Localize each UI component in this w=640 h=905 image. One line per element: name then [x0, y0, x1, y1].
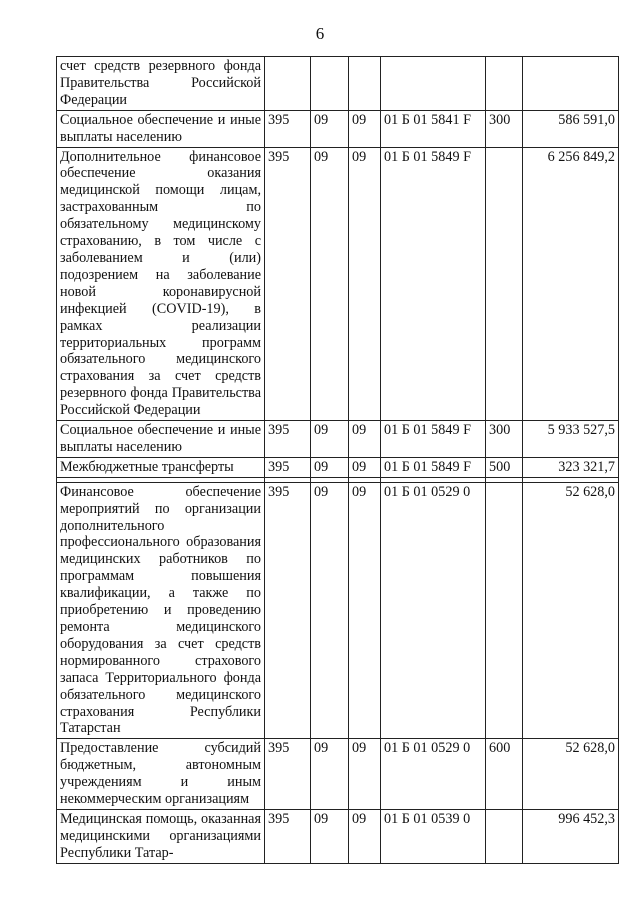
- ministry-code-cell: 395: [265, 457, 311, 477]
- expense-type-cell: [486, 809, 523, 863]
- expense-type-cell: 300: [486, 110, 523, 147]
- subsection-code-cell: [349, 57, 381, 111]
- subsection-code-cell: 09: [349, 482, 381, 739]
- expense-type-cell: 300: [486, 421, 523, 458]
- item-name-cell: Предоставление субсидий бюджетным, автономным учреждениям и иным некоммерческим организациям: [57, 739, 265, 810]
- expense-type-cell: [486, 57, 523, 111]
- target-article-cell: 01 Б 01 5849 F: [381, 147, 486, 421]
- expense-type-cell: [486, 147, 523, 421]
- item-name-cell: Межбюджетные трансферты: [57, 457, 265, 477]
- amount-cell: 996 452,3: [523, 809, 619, 863]
- amount-cell: 5 933 527,5: [523, 421, 619, 458]
- target-article-cell: 01 Б 01 5841 F: [381, 110, 486, 147]
- target-article-cell: [381, 57, 486, 111]
- item-name-cell: Медицинская помощь, оказанная медицинскими организациями Республики Татар-: [57, 809, 265, 863]
- budget-table: [56, 56, 619, 864]
- amount-cell: 52 628,0: [523, 739, 619, 810]
- section-code-cell: 09: [311, 482, 349, 739]
- target-article-cell: 01 Б 01 5849 F: [381, 457, 486, 477]
- section-code-cell: [311, 57, 349, 111]
- amount-cell: 52 628,0: [523, 482, 619, 739]
- section-code-cell: 09: [311, 147, 349, 421]
- section-code-cell: 09: [311, 421, 349, 458]
- table-row: [57, 57, 619, 111]
- table-row: [57, 110, 619, 147]
- section-code-cell: 09: [311, 739, 349, 810]
- item-name-cell: счет средств резервного фонда Правительства Российской Федерации: [57, 57, 265, 111]
- item-name-cell: Дополнительное финансовое обеспечение оказания медицинской помощи лицам, застрахованным по обязательному медицинскому страхованию, в том числе с заболеванием и (или) подозрением на заболевание новой коронавирусной инфекцией (COVID-19), в рамках реализации территориальных программ обязательного медицинского страхования за счет средств резервного фонда Правительства Российской Федерации: [57, 147, 265, 421]
- expense-type-cell: 500: [486, 457, 523, 477]
- target-article-cell: 01 Б 01 5849 F: [381, 421, 486, 458]
- subsection-code-cell: 09: [349, 809, 381, 863]
- amount-cell: 323 321,7: [523, 457, 619, 477]
- ministry-code-cell: 395: [265, 809, 311, 863]
- table-row: [57, 809, 619, 863]
- target-article-cell: 01 Б 01 0529 0: [381, 739, 486, 810]
- subsection-code-cell: 09: [349, 739, 381, 810]
- table-row: [57, 457, 619, 477]
- table-row: [57, 739, 619, 810]
- target-article-cell: 01 Б 01 0539 0: [381, 809, 486, 863]
- subsection-code-cell: 09: [349, 457, 381, 477]
- target-article-cell: 01 Б 01 0529 0: [381, 482, 486, 739]
- expense-type-cell: [486, 482, 523, 739]
- section-code-cell: 09: [311, 809, 349, 863]
- item-name-cell: Социальное обеспечение и иные выплаты населению: [57, 421, 265, 458]
- amount-cell: 586 591,0: [523, 110, 619, 147]
- ministry-code-cell: 395: [265, 110, 311, 147]
- subsection-code-cell: 09: [349, 147, 381, 421]
- table-row: [57, 482, 619, 739]
- expense-type-cell: 600: [486, 739, 523, 810]
- ministry-code-cell: 395: [265, 421, 311, 458]
- ministry-code-cell: 395: [265, 147, 311, 421]
- ministry-code-cell: [265, 57, 311, 111]
- subsection-code-cell: 09: [349, 110, 381, 147]
- section-code-cell: 09: [311, 457, 349, 477]
- subsection-code-cell: 09: [349, 421, 381, 458]
- item-name-cell: Социальное обеспечение и иные выплаты населению: [57, 110, 265, 147]
- page-number: 6: [315, 24, 325, 43]
- table-row: [57, 147, 619, 421]
- section-code-cell: 09: [311, 110, 349, 147]
- amount-cell: [523, 57, 619, 111]
- amount-cell: 6 256 849,2: [523, 147, 619, 421]
- ministry-code-cell: 395: [265, 482, 311, 739]
- budget-table-body: [57, 57, 619, 864]
- ministry-code-cell: 395: [265, 739, 311, 810]
- item-name-cell: Финансовое обеспечение мероприятий по организации дополнительного профессионального образования медицинских работников по программам повышения квалификации, а также по приобретению и проведению ремонта медицинского оборудования за счет средств нормированного страхового запаса Территориального фонда обязательного медицинского страхования Республики Татарстан: [57, 482, 265, 739]
- table-row: [57, 421, 619, 458]
